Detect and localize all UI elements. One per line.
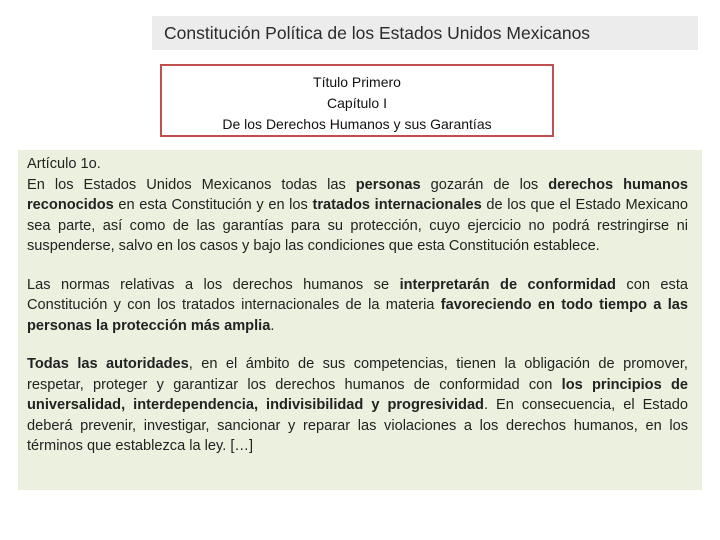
- article-paragraph-1: [27, 175, 688, 257]
- document-title: Constitución Política de los Estados Unidos Mexicanos: [164, 23, 591, 43]
- text-run: con esta Constitución y con los tratados internacionales de la materia: [27, 276, 688, 313]
- emphasis-run: los principios de universalidad, interdependencia, indivisibilidad y progresividad: [27, 376, 688, 413]
- emphasis-run: tratados internacionales: [312, 197, 482, 213]
- text-run: en esta Constitución y en los: [113, 197, 313, 213]
- article-paragraph-3: [27, 354, 688, 457]
- chapter-name-line: De los Derechos Humanos y sus Garantías: [222, 116, 492, 132]
- text-run: En los Estados Unidos Mexicanos todas las: [27, 176, 356, 193]
- title-box: [160, 64, 554, 137]
- text-run: .: [270, 317, 275, 334]
- emphasis-run: Todas las autoridades: [27, 356, 189, 372]
- article-heading: Artículo 1o.: [27, 156, 101, 172]
- chapter-line: Capítulo I: [327, 95, 387, 111]
- document-header: [152, 16, 698, 50]
- title-line: Título Primero: [313, 74, 401, 90]
- emphasis-run: derechos humanos reconocidos: [27, 176, 688, 213]
- emphasis-run: interpretarán de conformidad: [399, 276, 616, 293]
- text-run: gozarán de los: [420, 176, 549, 193]
- article-panel: [18, 150, 702, 490]
- emphasis-run: personas: [355, 176, 421, 193]
- text-run: de los que el Estado Mexicano sea parte, así como de las garantías para su protección, cuyo ejercicio no podrá restringirse ni suspenderse, salvo en los casos y bajo las condiciones que esta Constitución establece.: [27, 197, 688, 254]
- text-run: . En consecuencia, el Estado deberá prevenir, investigar, sancionar y reparar las violaciones a los derechos humanos, en los términos que establezca la ley. […]: [27, 397, 689, 454]
- text-run: , en el ámbito de sus competencias, tienen la obligación de promover, respetar, proteger y garantizar los derechos humanos de conformidad con: [27, 356, 688, 393]
- article-paragraph-2: [27, 275, 688, 337]
- emphasis-run: favoreciendo en todo tiempo a las personas la protección más amplia: [27, 297, 688, 334]
- text-run: Las normas relativas a los derechos humanos se: [27, 276, 400, 293]
